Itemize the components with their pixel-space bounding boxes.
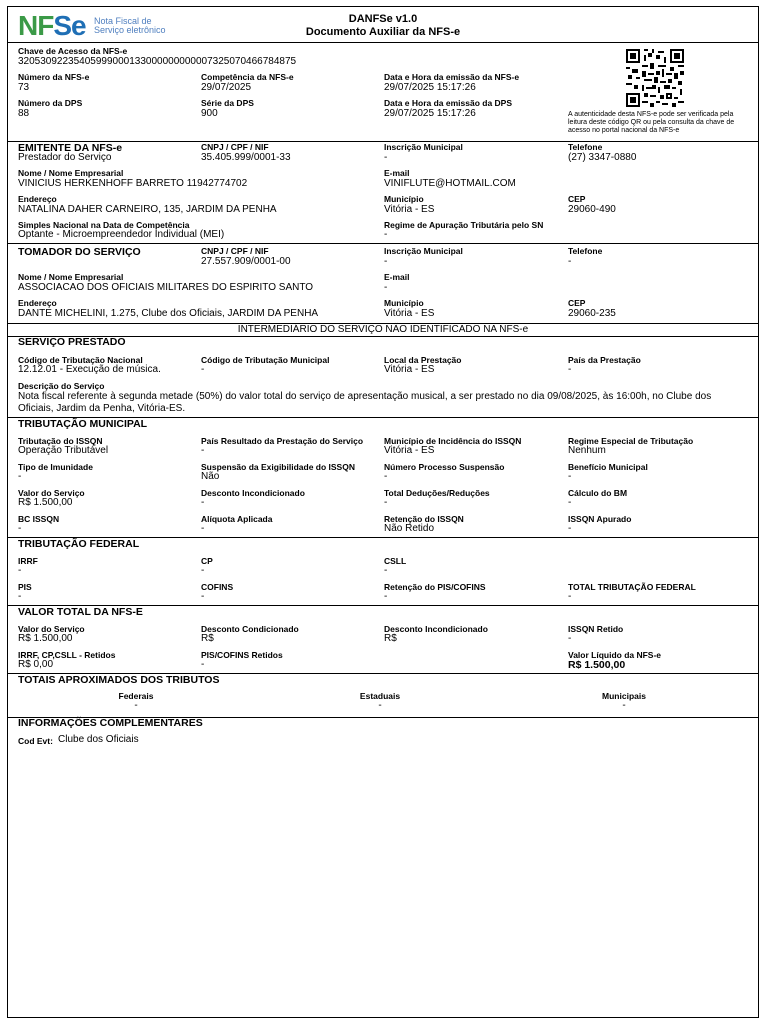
totais-estaduais-label: Estaduais: [359, 691, 401, 701]
aliquota-value: -: [201, 523, 205, 534]
competence-value: 29/07/2025: [201, 82, 252, 93]
municipio-incidencia-value: Vitória - ES: [384, 445, 435, 456]
tomador-cnpj-label: CNPJ / CPF / NIF: [201, 246, 269, 256]
tomador-cnpj-value: 27.557.909/0001-00: [201, 256, 291, 267]
vt-desconto-condicionado-value: R$: [201, 633, 214, 644]
cod-trib-municipal-value: -: [201, 364, 205, 375]
regime-sn-value: -: [384, 229, 388, 240]
vt-valor-servico-label: Valor do Serviço: [18, 624, 85, 634]
issqn-apurado-value: -: [568, 523, 572, 534]
calculo-bm-label: Cálculo do BM: [568, 488, 628, 498]
pais-resultado-label: País Resultado da Prestação do Serviço: [201, 436, 364, 446]
pis-value: -: [18, 591, 22, 602]
document-title: [258, 13, 508, 39]
desconto-incondicionado-label: Desconto Incondicionado: [201, 488, 305, 498]
tomador-email-value: -: [384, 282, 388, 293]
tomador-city-value: Vitória - ES: [384, 308, 435, 319]
nfse-number-label: Número da NFS-e: [18, 72, 90, 82]
vt-desconto-incondicionado-value: R$: [384, 633, 397, 644]
tipo-imunidade-label: Tipo de Imunidade: [18, 462, 93, 472]
processo-suspensao-label: Número Processo Suspensão: [384, 462, 505, 472]
logo-subtitle-line-1: Nota Fiscal de: [94, 16, 152, 26]
nfse-logo-subtitle: [94, 17, 166, 35]
divider: [8, 42, 758, 43]
document-header: [8, 7, 758, 43]
regime-especial-value: Nenhum: [568, 445, 606, 456]
suspensao-exigibilidade-label: Suspensão da Exigibilidade do ISSQN: [201, 462, 355, 472]
emitente-role: Prestador do Serviço: [18, 152, 112, 163]
emitente-im-label: Inscrição Municipal: [384, 142, 463, 152]
cod-trib-nacional-value: 12.12.01 - Execução de música.: [18, 364, 161, 375]
dps-number-value: 88: [18, 108, 30, 119]
vt-pis-cofins-retidos-value: -: [201, 659, 205, 670]
emitente-city-value: Vitória - ES: [384, 204, 435, 215]
valor-servico-value: R$ 1.500,00: [18, 497, 73, 508]
qr-code: [626, 49, 684, 107]
cod-trib-municipal-label: Código de Tributação Municipal: [201, 355, 330, 365]
retencao-issqn-label: Retenção do ISSQN: [384, 514, 464, 524]
simples-nacional-label: Simples Nacional na Data de Competência: [18, 220, 190, 230]
pais-prestacao-value: -: [568, 364, 572, 375]
tomador-section-title: TOMADOR DO SERVIÇO: [18, 246, 141, 258]
tomador-address-value: DANTE MICHELINI, 1.275, Clube dos Oficiais, JARDIM DA PENHA: [18, 308, 319, 319]
pais-resultado-value: -: [201, 445, 205, 456]
csll-label: CSLL: [384, 556, 407, 566]
intermediario-notice: INTERMEDIÁRIO DO SERVIÇO NÃO IDENTIFICADO NA NFS-e: [237, 324, 529, 335]
total-trib-federal-value: -: [568, 591, 572, 602]
bc-issqn-label: BC ISSQN: [18, 514, 60, 524]
servico-section-title: SERVIÇO PRESTADO: [18, 336, 126, 348]
emitente-address-label: Endereço: [18, 194, 57, 204]
irrf-value: -: [18, 565, 22, 576]
retencao-issqn-value: Não Retido: [384, 523, 435, 534]
vt-valor-liquido-value: R$ 1.500,00: [568, 659, 626, 671]
emitente-cnpj-value: 35.405.999/0001-33: [201, 152, 291, 163]
tomador-phone-label: Telefone: [568, 246, 603, 256]
tomador-email-label: E-mail: [384, 272, 410, 282]
cofins-value: -: [201, 591, 205, 602]
divider: [8, 243, 758, 244]
trib-issqn-label: Tributação do ISSQN: [18, 436, 103, 446]
emitente-name-label: Nome / Nome Empresarial: [18, 168, 124, 178]
emitente-cep-value: 29060-490: [568, 204, 616, 215]
dps-number-label: Número da DPS: [18, 98, 83, 108]
totais-municipais-label: Municipais: [602, 691, 646, 701]
retencao-pis-cofins-label: Retenção do PIS/COFINS: [384, 582, 486, 592]
emitente-city-label: Município: [384, 194, 424, 204]
totais-federais-label: Federais: [118, 691, 154, 701]
document-title-sub: Documento Auxiliar da NFS-e: [305, 26, 461, 38]
regime-sn-label: Regime de Apuração Tributária pelo SN: [384, 220, 544, 230]
trib-federal-section-title: TRIBUTAÇÃO FEDERAL: [18, 538, 140, 550]
tomador-cep-label: CEP: [568, 298, 586, 308]
cod-trib-nacional-label: Código de Tributação Nacional: [18, 355, 143, 365]
vt-desconto-incondicionado-label: Desconto Incondicionado: [384, 624, 488, 634]
danfse-document: [7, 6, 759, 1018]
tomador-name-value: ASSOCIACAO DOS OFICIAIS MILITARES DO ESPIRITO SANTO: [18, 282, 314, 293]
access-key-value: 32053092235405999000133000000000007325070466784875: [18, 56, 297, 67]
municipio-incidencia-label: Município de Incidência do ISSQN: [384, 436, 522, 446]
emitente-im-value: -: [384, 152, 388, 163]
descricao-servico-value: Nota fiscal referente à segunda metade (50%) do valor total do serviço de apresentação musical, a ser prestado no dia 09/08/2025, às 16:00h, no Clube dos Oficiais, Jardim da Penha, Vitória-ES.: [18, 391, 712, 414]
retencao-pis-cofins-value: -: [384, 591, 388, 602]
aliquota-label: Alíquota Aplicada: [201, 514, 273, 524]
total-deducoes-value: -: [384, 497, 388, 508]
totais-municipais-value: -: [622, 700, 626, 711]
beneficio-municipal-label: Benefício Municipal: [568, 462, 648, 472]
desconto-incondicionado-value: -: [201, 497, 205, 508]
emission-datetime-value: 29/07/2025 15:17:26: [384, 82, 476, 93]
totais-estaduais-value: -: [378, 700, 382, 711]
emitente-phone-label: Telefone: [568, 142, 603, 152]
tomador-address-label: Endereço: [18, 298, 57, 308]
document-title-main: DANFSe v1.0: [348, 13, 418, 25]
nfse-logo-mark: NFSe: [18, 10, 86, 41]
dps-emission-value: 29/07/2025 15:17:26: [384, 108, 476, 119]
info-section-title: INFORMAÇÕES COMPLEMENTARES: [18, 717, 203, 729]
vt-irrf-retidos-label: IRRF, CP,CSLL - Retidos: [18, 650, 116, 660]
total-trib-federal-label: TOTAL TRIBUTAÇÃO FEDERAL: [568, 582, 696, 592]
emitente-phone-value: (27) 3347-0880: [568, 152, 637, 163]
vt-valor-liquido-label: Valor Líquido da NFS-e: [568, 650, 662, 660]
trib-municipal-section-title: TRIBUTAÇÃO MUNICIPAL: [18, 418, 148, 430]
vt-pis-cofins-retidos-label: PIS/COFINS Retidos: [201, 650, 283, 660]
cod-evt-label: Cod Evt:: [18, 736, 53, 746]
qr-authenticity-note: A autenticidade desta NFS-e pode ser verificada pela leitura deste código QR ou pela consulta da chave de acesso no portal nacional da NFS-e: [568, 111, 735, 134]
issqn-apurado-label: ISSQN Apurado: [568, 514, 632, 524]
suspensao-exigibilidade-value: Não: [201, 471, 220, 482]
cp-label: CP: [201, 556, 213, 566]
processo-suspensao-value: -: [384, 471, 388, 482]
tomador-city-label: Município: [384, 298, 424, 308]
calculo-bm-value: -: [568, 497, 572, 508]
dps-series-label: Série da DPS: [201, 98, 254, 108]
cod-evt-value: Clube dos Oficiais: [58, 734, 139, 745]
pis-label: PIS: [18, 582, 32, 592]
cofins-label: COFINS: [201, 582, 234, 592]
dps-emission-label: Data e Hora da emissão da DPS: [384, 98, 513, 108]
emitente-address-value: NATALINA DAHER CARNEIRO, 135, JARDIM DA PENHA: [18, 204, 277, 215]
tomador-im-value: -: [384, 256, 388, 267]
emitente-name-value: VINICIUS HERKENHOFF BARRETO 11942774702: [18, 178, 248, 189]
vt-desconto-condicionado-label: Desconto Condicionado: [201, 624, 299, 634]
beneficio-municipal-value: -: [568, 471, 572, 482]
descricao-servico-label: Descrição do Serviço: [18, 381, 105, 391]
csll-value: -: [384, 565, 388, 576]
emitente-cep-label: CEP: [568, 194, 586, 204]
vt-issqn-retido-value: -: [568, 633, 572, 644]
tomador-im-label: Inscrição Municipal: [384, 246, 463, 256]
competence-label: Competência da NFS-e: [201, 72, 294, 82]
irrf-label: IRRF: [18, 556, 38, 566]
vt-issqn-retido-label: ISSQN Retido: [568, 624, 624, 634]
emitente-email-label: E-mail: [384, 168, 410, 178]
local-prestacao-label: Local da Prestação: [384, 355, 462, 365]
tipo-imunidade-value: -: [18, 471, 22, 482]
total-deducoes-label: Total Deduções/Reduções: [384, 488, 490, 498]
vt-valor-servico-value: R$ 1.500,00: [18, 633, 73, 644]
bc-issqn-value: -: [18, 523, 22, 534]
logo-subtitle-line-2: Serviço eletrônico: [94, 25, 166, 35]
emitente-section-title: EMITENTE DA NFS-e: [18, 142, 123, 154]
emitente-cnpj-label: CNPJ / CPF / NIF: [201, 142, 269, 152]
simples-nacional-value: Optante - Microempreendedor Individual (MEI): [18, 229, 225, 240]
emission-datetime-label: Data e Hora da emissão da NFS-e: [384, 72, 520, 82]
totais-federais-value: -: [134, 700, 138, 711]
pais-prestacao-label: País da Prestação: [568, 355, 641, 365]
tomador-name-label: Nome / Nome Empresarial: [18, 272, 124, 282]
nfse-number-value: 73: [18, 82, 30, 93]
cp-value: -: [201, 565, 205, 576]
local-prestacao-value: Vitória - ES: [384, 364, 435, 375]
tomador-phone-value: -: [568, 256, 572, 267]
dps-series-value: 900: [201, 108, 218, 119]
vt-irrf-retidos-value: R$ 0,00: [18, 659, 54, 670]
valor-servico-label: Valor do Serviço: [18, 488, 85, 498]
trib-issqn-value: Operação Tributável: [18, 445, 109, 456]
tomador-cep-value: 29060-235: [568, 308, 616, 319]
emitente-email-value: VINIFLUTE@HOTMAIL.COM: [384, 178, 516, 189]
regime-especial-label: Regime Especial de Tributação: [568, 436, 694, 446]
access-key-label: Chave de Acesso da NFS-e: [18, 46, 128, 56]
totais-section-title: TOTAIS APROXIMADOS DOS TRIBUTOS: [18, 674, 220, 686]
valor-total-section-title: VALOR TOTAL DA NFS-E: [18, 606, 143, 618]
